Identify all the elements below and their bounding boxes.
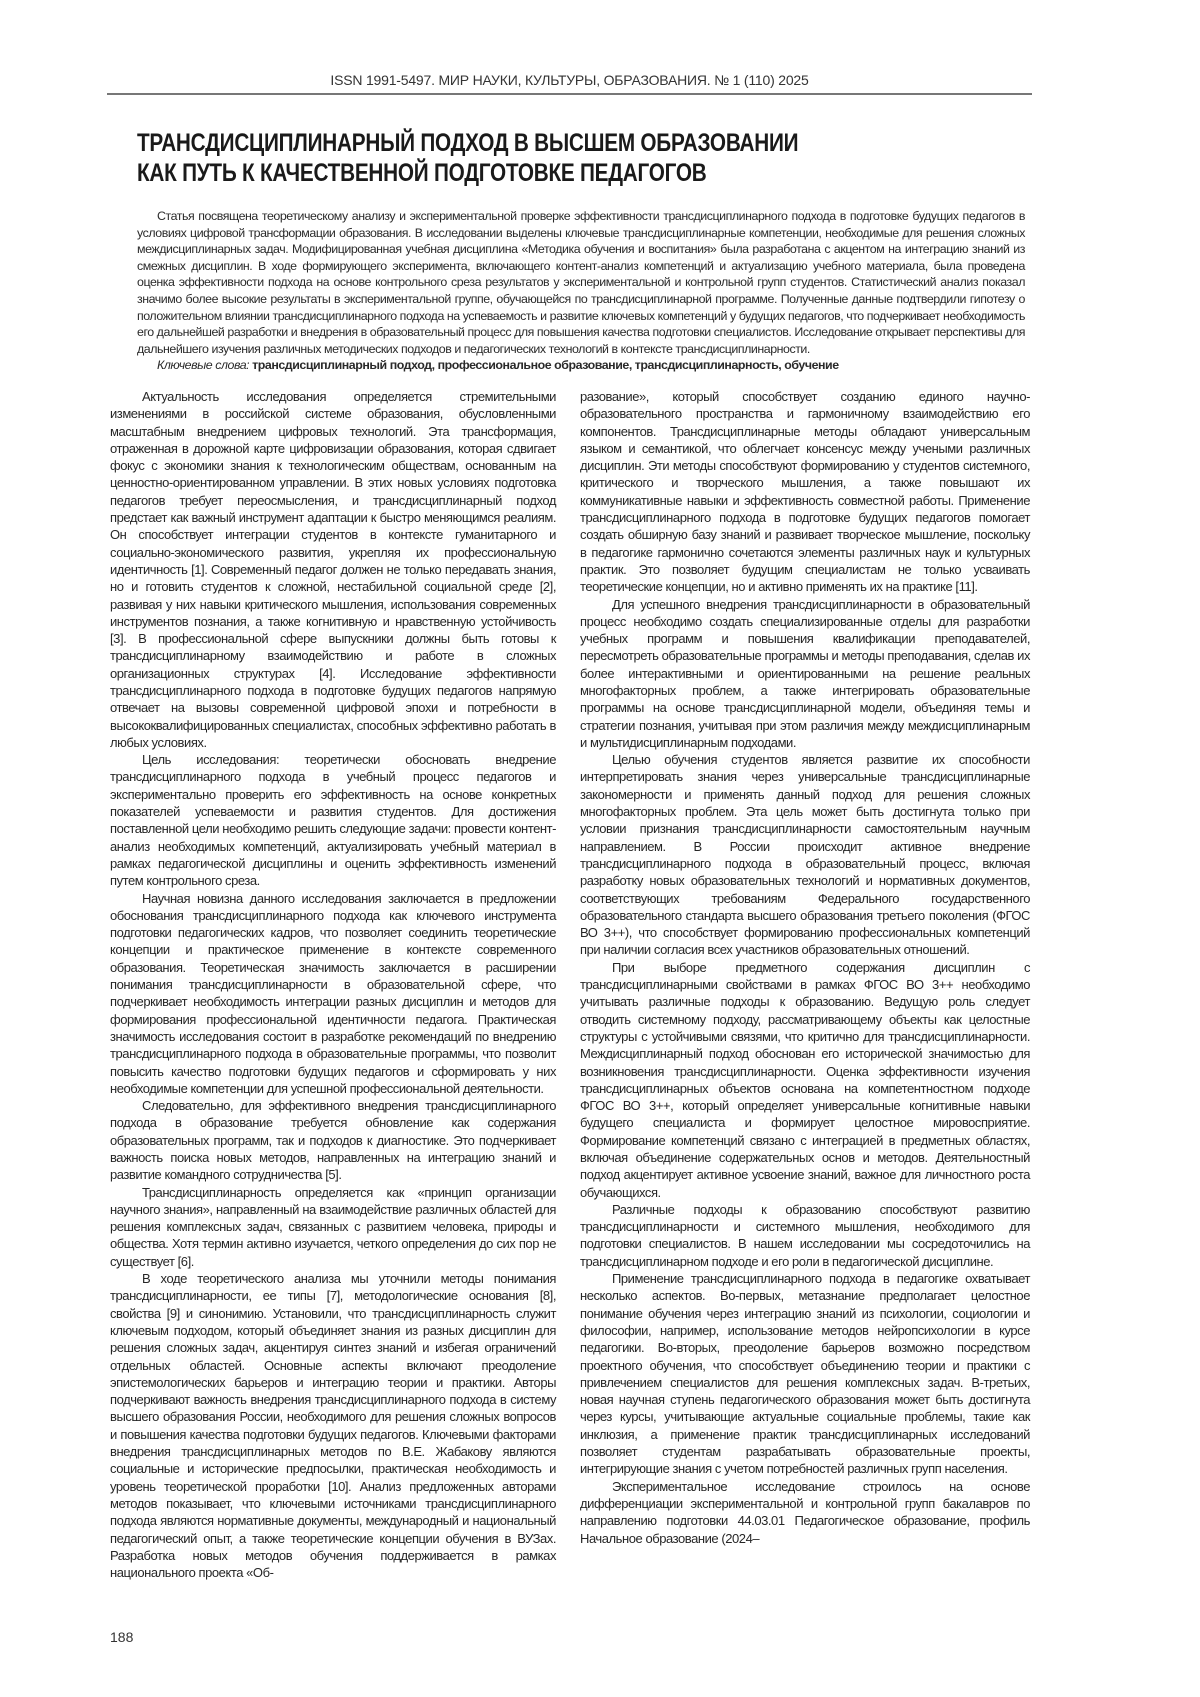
paragraph: Актуальность исследования определяется стремительными изменениями в российской системе образования, обусловленными масштабным внедрением цифровых технологий. Эта трансформация, отраженная в дорожной карте цифровизации образования, которая сдвигает фокус с экономики знания к технологическим обществам, основанным на ценностно-ориентированном управлении. В этих новых условиях подготовка педагогов требует переосмысления, и трансдисциплинарный подход предстает как важный инструмент адаптации к быстро меняющимся реалиям. Он способствует интеграции студентов в контексте гуманитарного и социально-экономического развития, укрепляя их профессиональную идентичность [1]. Современный педагог должен не только передавать знания, но и готовить студентов к сложной, нестабильной социальной среде [2], развивая у них навыки критического мышления, использования современных инструментов познания, а также когнитивную и нравственную устойчивость [3]. В профессиональной сфере выпускники должны быть готовы к трансдисциплинарному взаимодействию и работе в сложных организационных структурах [4]. Исследование эффективности трансдисциплинарного подхода в подготовке будущих педагогов напрямую отвечает на вызовы современной цифровой эпохи и потребности в высококвалифицированных специалистах, способных эффективно работать в любых условиях. — [110, 388, 556, 750]
paragraph: Цель исследования: теоретически обосновать внедрение трансдисциплинарного подхода в учебный процесс педагогов и экспериментально проверить его эффективность на основе конкретных показателей успеваемости и развития студентов. Для достижения поставленной цели необходимо решить следующие задачи: провести контент-анализ необходимых компетенций, актуализировать учебный материал в рамках педагогической дисциплины и оценить эффективность изменений путем контрольного среза. — [110, 752, 556, 889]
keywords — [137, 357, 1025, 374]
two-column-text — [110, 388, 1030, 1581]
paragraph: При выборе предметного содержания дисциплин с трансдисциплинарными свойствами в рамках ФГОС ВО 3++ необходимо учитывать различные подходы к образованию. Ведущую роль следует отводить системному подходу, рассматривающему объекты как целостные структуры с устойчивыми связями, что критично для трансдисциплинарности. Междисциплинарный подход обоснован его исторической значимостью для возникновения трансдисциплинарности. Оценка эффективности изучения трансдисциплинарных объектов основана на компетентностном подходе ФГОС ВО 3++, который определяет универсальные когнитивные навыки будущего специалиста и формирует целостное мировосприятие. Формирование компетенций связано с интеграцией в предметных областях, включая объединение содержательных основ и методов. Деятельностный подход акцентирует активное усвоение знаний, важное для личностного роста обучающихся. — [580, 959, 1030, 1200]
right-column — [580, 388, 1030, 1547]
paragraph: Экспериментальное исследование строилось на основе дифференциации экспериментальной и контрольной групп бакалавров по направлению подготовки 44.03.01 Педагогическое образование, профиль Начальное образование (2024– — [580, 1478, 1030, 1546]
paragraph: Различные подходы к образованию способствуют развитию трансдисциплинарности и системного мышления, необходимого для подготовки специалистов. В нашем исследовании мы сосредоточились на трансдисциплинарном подходе и его роли в педагогической дисциплине. — [580, 1201, 1030, 1269]
abstract-text: Статья посвящена теоретическому анализу и экспериментальной проверке эффективности трансдисциплинарного подхода в подготовке будущих педагогов в условиях цифровой трансформации образования. В исследовании выделены ключевые трансдисциплинарные компетенции, необходимые для решения сложных междисциплинарных задач. Модифицированная учебная дисциплина «Методика обучения и воспитания» была разработана с акцентом на интеграцию знаний из смежных дисциплин. В ходе формирующего эксперимента, включающего контент-анализ компетенций и актуализацию учебного материала, была проведена оценка эффективности подхода на основе контрольного среза результатов у экспериментальной и контрольной групп студентов. Статистический анализ показал значимо более высокие результаты в экспериментальной группе, обучающейся по трансдисциплинарной программе. Полученные данные подтвердили гипотезу о положительном влиянии трансдисциплинарного подхода на успеваемость и развитие ключевых компетенций у будущих педагогов, что подчеркивает необходимость его дальнейшей разработки и внедрения в образовательный процесс для повышения качества подготовки специалистов. Исследование открывает перспективы для дальнейшего изучения различных методических подходов и педагогических технологий в контексте трансдисциплинарности. — [137, 209, 1025, 356]
paragraph: Научная новизна данного исследования заключается в предложении обоснования трансдисциплинарного подхода как ключевого инструмента подготовки педагогических кадров, что позволяет соединить теоретические концепции и практическое применение в контексте современного образования. Теоретическая значимость заключается в расширении понимания трансдисциплинарности в образовательной сфере, что подчеркивает необходимость интеграции разных дисциплин и методов для формирования профессиональной идентичности педагога. Практическая значимость исследования состоит в разработке рекомендаций по внедрению трансдисциплинарного подхода в образовательные программы, что позволит повысить качество подготовки будущих педагогов и сформировать у них необходимые компетенции для успешной профессиональной деятельности. — [110, 890, 556, 1096]
paragraph: Для успешного внедрения трансдисциплинарности в образовательный процесс необходимо создать специализированные отделы для разработки учебных программ и повышения квалификации преподавателей, пересмотреть образовательные программы и методы преподавания, сделав их более интерактивными и ориентированными на решение реальных многофакторных проблем, а также интегрировать образовательные программы на основе трансдисциплинарной модели, объединяя темы и стратегии познания, учитывая при этом различия между междисциплинарным и мультидисциплинарным подходами. — [580, 596, 1030, 750]
keywords-label: Ключевые слова: — [157, 358, 250, 373]
article-title-line-2: КАК ПУТЬ К КАЧЕСТВЕННОЙ ПОДГОТОВКЕ ПЕДАГОГОВ — [137, 159, 707, 187]
left-column — [110, 388, 556, 1581]
paragraph: Следовательно, для эффективного внедрения трансдисциплинарного подхода в образование требуется обновление как содержания образовательных программ, так и подходов к диагностике. Это подчеркивает важность поиска новых методов, направленных на интеграцию знаний и развитие командного сотрудничества [5]. — [110, 1098, 556, 1183]
page-number: 188 — [110, 1629, 134, 1646]
paragraph-continuation: разование», который способствует созданию единого научно-образовательного пространства и гармоничному взаимодействию его компонентов. Трансдисциплинарные методы обладают универсальным языком и семантикой, что облегчает консенсус между учеными различных дисциплин. Эти методы способствуют формированию у студентов системного, критического и творческого мышления, а также повышают их коммуникативные навыки и эффективность совместной работы. Применение трансдисциплинарного подхода в подготовке будущих педагогов помогает создать обширную базу знаний и развивает творческое мышление, поскольку в педагогике гармонично сочетаются элементы различных наук и культурных практик. Это позволяет будущим специалистам не только усваивать теоретические концепции, но и активно применять их на практике [11]. — [580, 388, 1030, 595]
paragraph: Трансдисциплинарность определяется как «принцип организации научного знания», направленный на взаимодействие различных областей для решения комплексных задач, связанных с развитием человека, природы и общества. Хотя термин активно изучается, четкого определения до сих пор не существует [6]. — [110, 1184, 556, 1269]
running-head: ISSN 1991-5497. МИР НАУКИ, КУЛЬТУРЫ, ОБРАЗОВАНИЯ. № 1 (110) 2025 — [330, 72, 809, 88]
paragraph: В ходе теоретического анализа мы уточнили методы понимания трансдисциплинарности, ее типы [7], методологические основания [8], свойства [9] и синонимию. Установили, что трансдисциплинарность служит ключевым подходом, который объединяет знания из разных дисциплин для решения сложных задач, акцентируя синтез знаний и избегая ограничений отдельных областей. Основные аспекты включают преодоление эпистемологических барьеров и интеграцию теории и практики. Авторы подчеркивают важность внедрения трансдисциплинарного подхода в систему высшего образования России, необходимого для решения сложных вопросов и повышения качества подготовки будущих педагогов. Ключевыми факторами внедрения трансдисциплинарных методов по В.Е. Жабакову являются социальные и исторические предпосылки, практическая необходимость и уровень теоретической проработки [10]. Анализ предложенных авторами методов показывает, что ключевыми источниками трансдисциплинарного подхода являются нормативные документы, международный и национальный педагогический опыт, а также теоретические концепции обучения в ВУЗах. Разработка новых методов обучения поддерживается в рамках национального проекта «Об- — [110, 1271, 556, 1581]
keywords-values: трансдисциплинарный подход, профессиональное образование, трансдисциплинарность, обучение — [252, 358, 839, 373]
article-title-line-1: ТРАНСДИСЦИПЛИНАРНЫЙ ПОДХОД В ВЫСШЕМ ОБРАЗОВАНИИ — [137, 129, 799, 157]
paragraph: Применение трансдисциплинарного подхода в педагогике охватывает несколько аспектов. Во-первых, метазнание предполагает целостное понимание обучения через интеграцию знаний из психологии, социологии и философии, например, использование методов нейропсихологии в курсе педагогики. Во-вторых, преодоление барьеров возможно посредством проектного обучения, что способствует объединению теории и практики с привлечением специалистов для решения комплексных задач. В-третьих, новая научная ступень педагогического образования может быть достигнута через курсы, учитывающие актуальные социальные проблемы, такие как инклюзия, а применение практик трансдисциплинарных исследований позволяет студентам разрабатывать образовательные проекты, интегрирующие знания с учетом потребностей различных групп населения. — [580, 1271, 1030, 1477]
paragraph: Целью обучения студентов является развитие их способности интерпретировать знания через универсальные трансдисциплинарные закономерности и применять данный подход для решения сложных многофакторных проблем. Эта цель может быть достигнута только при условии признания трансдисциплинарности самостоятельным научным направлением. В России происходит активное внедрение трансдисциплинарного подхода в образовательный процесс, включая разработку новых образовательных технологий и нормативных документов, соответствующих требованиям Федерального государственного образовательного стандарта высшего образования третьего поколения (ФГОС ВО 3++), что способствует формированию профессиональных компетенций при наличии согласия всех участников образовательных отношений. — [580, 752, 1030, 958]
abstract — [137, 208, 1025, 374]
